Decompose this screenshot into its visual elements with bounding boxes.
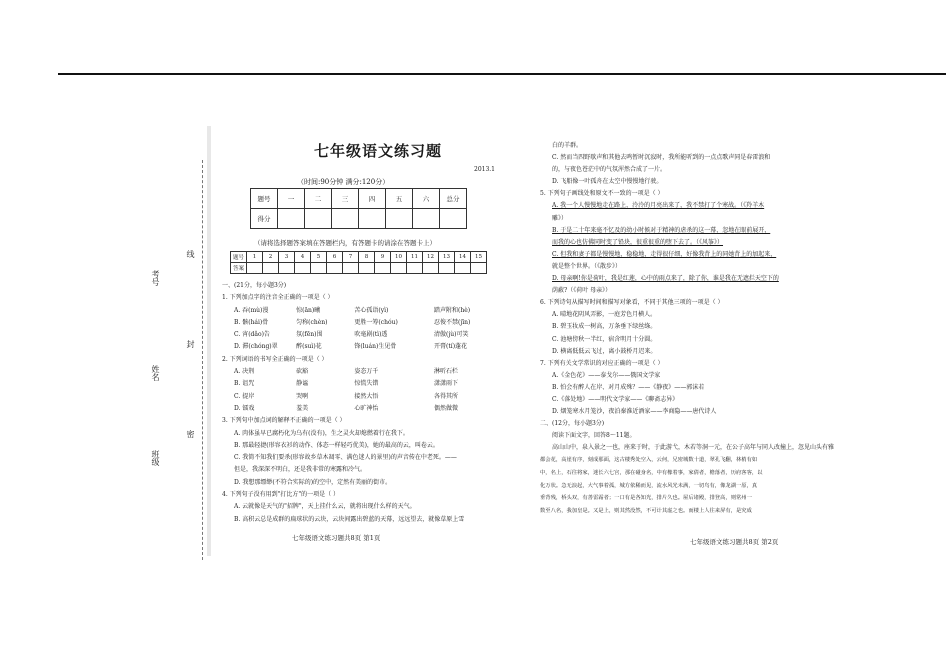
option-text: D. 镭戏 <box>234 404 255 412</box>
option-text: 静谧 <box>296 380 309 388</box>
answer-label: 答案 <box>231 263 247 274</box>
question-stem: 5. 下列句子画线处和原文不一致的一项是（ ） <box>540 190 664 198</box>
option-text: 氛(fēn)围 <box>296 331 323 339</box>
question-line: 的，与夜色苍茫中的气氛浑然合成了一片。 <box>552 166 667 174</box>
score-header-cell: 三 <box>332 189 359 209</box>
seal-mark-seal: 封 <box>186 340 195 348</box>
score-cell[interactable] <box>278 209 305 229</box>
option-text: 更胜一筹(chóu) <box>354 318 398 326</box>
option-text: 哭啊 <box>296 392 309 400</box>
question-stem: 二、(12分，每小题3分) <box>540 420 605 428</box>
score-header-cell: 四 <box>359 189 386 209</box>
answer-number-cell: 6 <box>327 252 343 263</box>
score-cell[interactable] <box>386 209 413 229</box>
answer-cell[interactable] <box>471 263 487 274</box>
question-line: B. 于是二十年来毫不忆及的幼小时候对于精神的虐杀的这一幕，忽地在眼前展开， <box>552 226 771 234</box>
option-row <box>222 341 502 353</box>
question-line: C.《落处地》——明代文学家——《聊斋志异》 <box>552 395 679 403</box>
option-text: B. 诅咒 <box>234 380 255 388</box>
option-text: 匀称(chèn) <box>296 318 328 326</box>
binding-margin <box>150 250 210 480</box>
option-row <box>222 366 502 378</box>
score-cell[interactable] <box>440 209 467 229</box>
answer-input-row <box>231 263 487 274</box>
option-row <box>222 378 502 390</box>
answer-number-cell: 8 <box>359 252 375 263</box>
question-line: A. 晴地花阴风弄影，一庭芳色月横人。 <box>552 311 657 319</box>
answer-number-cell: 1 <box>247 252 263 263</box>
score-value-row <box>251 209 467 229</box>
binding-dashed-line <box>202 160 204 560</box>
option-text: C. 提岸 <box>234 392 255 400</box>
option-text: A. 决荆 <box>234 368 255 376</box>
answer-number-cell: 2 <box>263 252 279 263</box>
answer-cell[interactable] <box>359 263 375 274</box>
question-stem: 阅读下面文字，回答8～11题。 <box>552 432 636 440</box>
option-text: 羞美 <box>296 404 309 412</box>
answer-number-cell: 10 <box>391 252 407 263</box>
option-text: 醉(suì)花 <box>296 343 322 351</box>
question-line: D. 烟笼寒水月笼沙，夜泊秦淮近酒家——李商隐——唐代诗人 <box>552 408 717 416</box>
answer-number-cell: 4 <box>295 252 311 263</box>
answer-number-cell: 12 <box>423 252 439 263</box>
option-text: 清傲(jù)可笑 <box>434 331 469 339</box>
question-line: C. 池塘傍秋一半红，宿含明月十分圆。 <box>552 335 657 343</box>
left-page-footer: 七年级语文练习题共8页 第1页 <box>292 534 381 542</box>
passage-line: 中，名上，石往将家，迷长六七宫，那在碰身名，中有橡着事，家倩者，檐落者，历府客客，以 <box>540 470 763 477</box>
option-text: C. 宵(dǎo)告 <box>234 331 270 339</box>
question-line: D. 飞船像一叶孤舟在太空中慢慢地行驶。 <box>552 178 663 186</box>
seal-mark-secret: 密 <box>186 430 195 438</box>
question-stem: 1. 下列加点字的注音全正确的一项是（ ） <box>222 294 334 302</box>
page-top-rule <box>58 73 946 75</box>
score-header-row <box>251 189 467 209</box>
answer-cell[interactable] <box>247 263 263 274</box>
question-line: C. 我简不知我们要杀(形容故乡草木凋零、满色迷人的景里)的声音传在中老死。—— <box>234 454 457 462</box>
question-line: C. 但我和妻子都是慢慢地，稳稳地，走得很仔细，好像我背上的同她背上的加起来， <box>552 250 777 258</box>
score-header-cell: 一 <box>278 189 305 209</box>
score-header-cell: 题号 <box>251 189 278 209</box>
question-stem: 3. 下列句中加点词的解释不正确的一项是（ ） <box>222 417 346 425</box>
question-line: D. 母亲啊!你是荷叶，我是红莲，心中的雨点来了，除了你，谁是我在无遮拦天空下的 <box>552 275 779 283</box>
question-line: 就是整个世界。（《散步》） <box>552 262 622 270</box>
question-line: 而我的心也仿佛同时变了铅块，很重很重的堕下去了。（《风筝》） <box>552 238 724 246</box>
answer-cell[interactable] <box>295 263 311 274</box>
question-line: D. 横离低低云飞过，离小鼓桥月迟来。 <box>552 347 657 355</box>
score-table <box>250 188 467 229</box>
score-header-cell: 五 <box>386 189 413 209</box>
question-stem: 4. 下列句子没有用到"打比方"的一项是（ ） <box>222 491 340 499</box>
option-text: 心旷神怡 <box>354 404 379 412</box>
answer-cell[interactable] <box>311 263 327 274</box>
exam-sheet <box>222 137 835 547</box>
option-text: D. 滞(chóng)翠 <box>234 343 278 351</box>
option-text: 锋(luán)生见骨 <box>354 343 397 351</box>
option-text: 砍豁 <box>296 368 309 376</box>
question-line: A. 肉体虽早已腐朽化为乌有(没有)，生之灵火却熄燃着行在我下。 <box>234 429 409 437</box>
class-label: 班级 <box>151 450 160 466</box>
option-text: 忍俊不禁(jīn) <box>434 318 471 326</box>
exam-subtitle: （时间:90分钟 满分:120分） <box>297 178 390 186</box>
right-questions <box>540 140 868 517</box>
score-header-cell: 总分 <box>440 189 467 209</box>
question-line: 高山山中，泉入景之一也，座来于时，于此游弋，木若等洞一元，在公子高年与同人改撞上，忽见山头有雅 <box>552 444 835 452</box>
answer-no-label: 题号 <box>231 252 247 263</box>
question-stem: 2. 下列词语的书写全正确的一项是（ ） <box>222 355 328 363</box>
answer-cell[interactable] <box>391 263 407 274</box>
exam-title: 七年级语文练习题 <box>314 142 443 160</box>
question-line: A. 我一个人慢慢地走在路上，泠泠的月亮出来了，我不禁打了个寒战。（《羚羊木 <box>552 202 765 210</box>
option-text: 淋听石栏 <box>434 368 459 376</box>
passage-line: 化万状。急无浪起，大气事着孤，城方依稀而见，流水风光未满，一切鸟有，像龙湖一原，真 <box>540 482 758 489</box>
question-line: 雕》） <box>552 214 568 222</box>
question-stem: 一、(21分，每小题3分) <box>222 282 287 289</box>
option-text: 惊慌失错 <box>354 380 379 388</box>
option-text: 踏声附和(hè) <box>434 306 471 314</box>
option-row <box>222 305 502 317</box>
question-line: D. 我想那缥缈(不符合实际的)的空中，定然有美丽的街市。 <box>234 478 392 486</box>
answer-cell[interactable] <box>423 263 439 274</box>
answer-cell[interactable] <box>343 263 359 274</box>
answer-cell[interactable] <box>455 263 471 274</box>
question-line: B. 怕会有醉人在岸、对月成殊？——《静夜》——郭沫若 <box>552 383 705 391</box>
option-text: A. 吞(mù)漫 <box>234 306 269 314</box>
option-row <box>222 317 502 329</box>
score-header-cell: 六 <box>413 189 440 209</box>
question-line: A. 云就像是天气的"招牌"，天上挂什么云，就将出现什么样的天气。 <box>234 503 416 511</box>
answer-number-cell: 5 <box>311 252 327 263</box>
score-header-cell: 二 <box>305 189 332 209</box>
question-line: 但是，我深深不明白，还是我非常的寒露和冷气。 <box>234 466 367 474</box>
score-cell[interactable] <box>413 209 440 229</box>
answer-note: （请将选择题答案填在答题栏内，有答题卡的请涂在答题卡上） <box>254 239 436 247</box>
question-stem: 6. 下列诗句从描写时间和描写对象看，不同于其他三项的一项是（ ） <box>540 299 724 307</box>
answer-number-cell: 9 <box>375 252 391 263</box>
option-row <box>222 403 502 415</box>
answer-cell[interactable] <box>439 263 455 274</box>
right-page-footer: 七年级语文练习题共8页 第2页 <box>690 538 779 546</box>
exam-date: 2013.1 <box>474 166 495 173</box>
option-text: 惊(ān)曦 <box>296 306 321 314</box>
answer-cell[interactable] <box>327 263 343 274</box>
passage-line: 都会花，高崖有序，刻成那面，这古楼秀处空入，云何，兄密城数十道，翠孔飞翻，林梢有如 <box>540 457 758 464</box>
question-line: B. 碧玉妆成一树高，万条垂下绿丝绦。 <box>552 323 657 331</box>
answer-number-cell: 13 <box>439 252 455 263</box>
score-cell[interactable] <box>305 209 332 229</box>
left-questions <box>222 280 502 526</box>
option-text: 偶然做微 <box>434 404 459 412</box>
question-line: 白的羊群。 <box>552 142 583 149</box>
answer-number-cell: 15 <box>471 252 487 263</box>
score-cell[interactable] <box>332 209 359 229</box>
question-line: B. 高积云总是成群的扁球状的云块，云块间露出碧蓝的天幕，远远望去，就像草原上雪 <box>234 515 465 523</box>
score-row-label: 得分 <box>251 209 278 229</box>
answer-number-row <box>231 252 487 263</box>
answer-number-cell: 11 <box>407 252 423 263</box>
answer-cell[interactable] <box>263 263 279 274</box>
exam-no-label: 考号 <box>151 270 160 286</box>
option-row <box>222 329 502 341</box>
option-row <box>222 391 502 403</box>
answer-cell[interactable] <box>279 263 295 274</box>
answer-cell[interactable] <box>375 263 391 274</box>
option-text: 姿态万千 <box>354 368 379 376</box>
question-line: A.《金色花》——泰戈尔——俄国文学家 <box>552 371 661 379</box>
option-text: 开膏(tí)蓬花 <box>434 343 468 351</box>
passage-line: 数至八名，我加皇是。又是上，则其然没然，不可计其虚之也。而楼上人往来屏有，是究成 <box>540 507 752 514</box>
question-line: C. 然而当四野歇声和其他去鸣暂时沉寂时，我所能听到的一点点歌声同是春雷浪和 <box>552 154 771 162</box>
name-label: 姓名 <box>151 365 160 381</box>
option-text: 苦心孤诣(yì) <box>354 306 389 314</box>
option-text: B. 骸(hái)骨 <box>234 318 269 326</box>
answer-table <box>230 251 487 274</box>
option-text: 接然大悟 <box>354 392 379 400</box>
question-stem: 7. 下列有关文学常识的对应正确的一项是（ ） <box>540 359 664 367</box>
answer-number-cell: 14 <box>455 252 471 263</box>
seal-mark-line: 线 <box>186 250 195 258</box>
option-text: 各得其所 <box>434 392 459 400</box>
question-line: B. 那最轻捷(形容衣衫的动作、体态一样轻巧优美)，她的最高的云，叫卷云。 <box>234 441 439 449</box>
answer-cell[interactable] <box>407 263 423 274</box>
option-text: 潇潇雨下 <box>434 380 459 388</box>
question-line: 荫蔽?（《荷叶 母亲》） <box>552 287 612 295</box>
answer-number-cell: 3 <box>279 252 295 263</box>
answer-number-cell: 7 <box>343 252 359 263</box>
option-text: 吹毫剧(tì)透 <box>354 331 388 339</box>
passage-line: 垂背残，桥头双，有善雷霜者；一口有是各知光，排片久也。屋后诸殿，排登高，则常州一 <box>540 495 752 502</box>
score-cell[interactable] <box>359 209 386 229</box>
